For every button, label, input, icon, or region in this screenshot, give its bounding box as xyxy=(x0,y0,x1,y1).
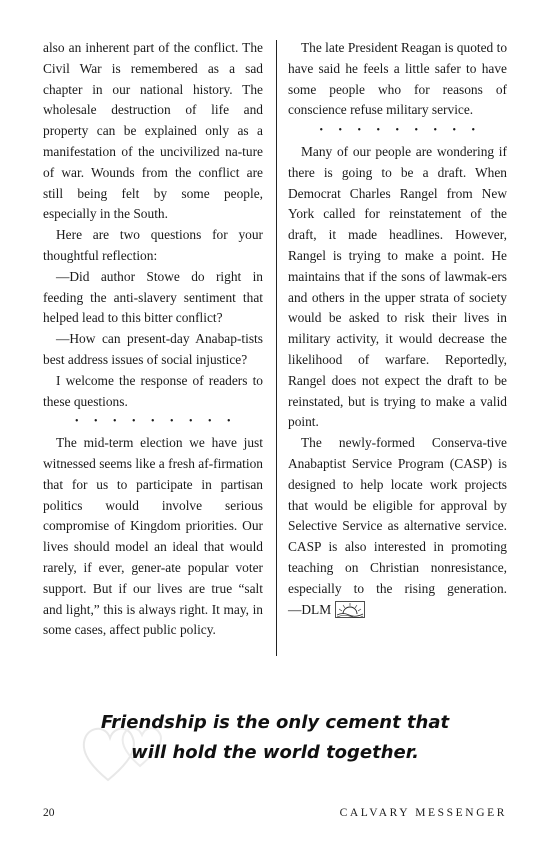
quote-line: will hold the world together. xyxy=(131,742,419,763)
body-paragraph: Here are two questions for your thoughtful reflection: xyxy=(43,227,263,263)
body-paragraph: —How can present-day Anabap-tists best address issues of social injustice? xyxy=(43,331,263,367)
left-column xyxy=(43,38,263,641)
body-paragraph: The late President Reagan is quoted to have said he feels a little safer to have some people who for reasons of conscience refuse military service. xyxy=(288,40,508,118)
closing-paragraph-text: The newly-formed Conserva-tive Anabaptist Service Program (CASP) is designed to help locate work projects that would be eligible for approval by Selective Service as alternative service. CASP is also interested in promoting teaching on Christian nonresistance, especially to the rising generation. xyxy=(288,435,507,596)
publication-name: CALVARY MESSENGER xyxy=(339,807,507,819)
author-initials: —DLM xyxy=(288,601,332,617)
quote-block xyxy=(80,700,470,790)
section-separator: • • • • • • • • • xyxy=(74,416,237,428)
body-paragraph: The mid-term election we have just witnessed seems like a fresh af-firmation that for us to participate in partisan politics would involve serious compromise of Kingdom priorities. Our lives should model an ideal that would rarely, if ever, gener-ate popular voter support. But if our lives are true “salt and light,” this is always right. It may, in some cases, affect public policy. xyxy=(43,435,263,638)
page-number: 20 xyxy=(43,807,55,819)
body-paragraph: Many of our people are wondering if there is going to be a draft. When Democrat Charles Rangel from New York called for reinstatement of the draft, it made headlines. However, Rangel is trying to make a point. He maintains that if the sons of lawmak-ers and others in the upper strata of society would be asked to risk their lives in military activity, it would decrease the likelihood of warfare. Reportedly, Rangel does not expect the draft to be reinstated, but is trying to make a valid point. xyxy=(288,143,507,430)
body-paragraph xyxy=(288,433,507,620)
body-paragraph: —Did author Stowe do right in feeding the anti-slavery sentiment that helped lead to this bitter conflict? xyxy=(43,268,263,326)
right-column xyxy=(288,38,507,620)
body-paragraph: also an inherent part of the conflict. The Civil War is remembered as a sad chapter in our national history. The wholesale destruction of life and property can be explained only as a manifestation of the uncivilized na-ture of war. Wounds from the conflict are still being felt by some people, especially in the South. xyxy=(43,40,263,222)
quote-line: Friendship is the only cement that xyxy=(100,712,450,733)
section-separator: • • • • • • • • • xyxy=(319,125,482,137)
column-divider xyxy=(276,40,277,656)
page-footer xyxy=(43,807,507,823)
author-signoff xyxy=(288,602,365,617)
friendship-quote xyxy=(80,708,470,768)
sunrise-emblem-icon xyxy=(335,601,365,618)
body-paragraph: I welcome the response of readers to these questions. xyxy=(43,372,263,409)
